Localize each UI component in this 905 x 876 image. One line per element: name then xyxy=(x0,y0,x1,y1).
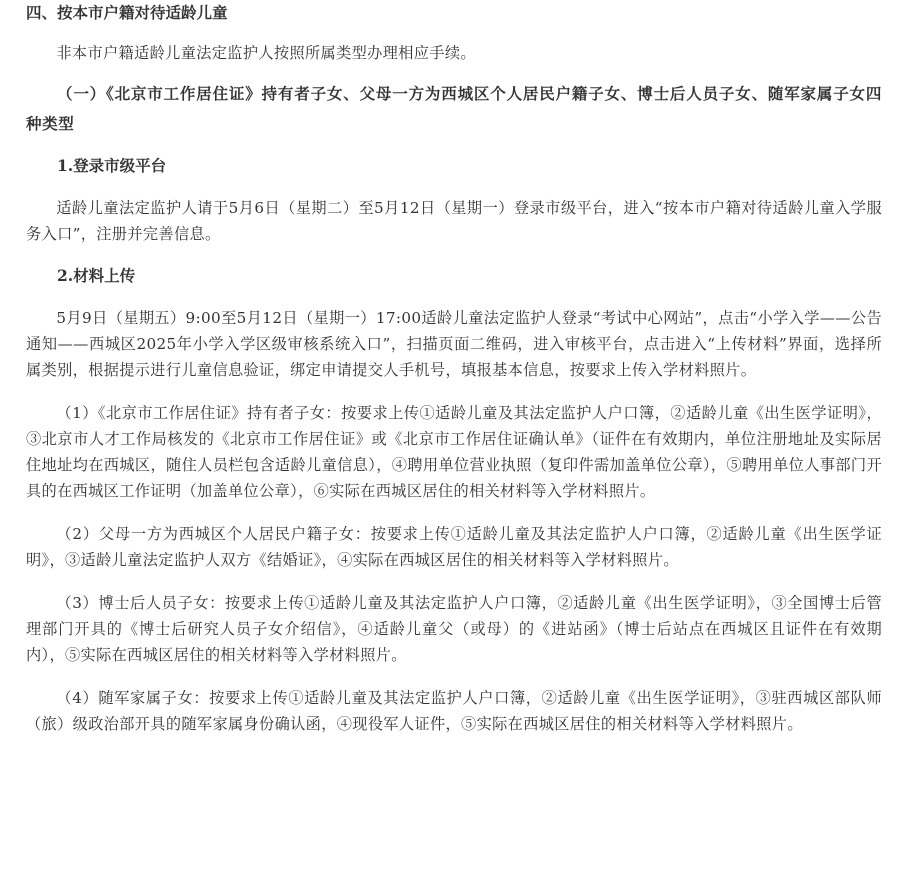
step-1-heading: 1.登录市级平台 xyxy=(57,156,167,175)
section-intro: 非本市户籍适龄儿童法定监护人按照所属类型办理相应手续。 xyxy=(56,44,476,62)
material-item-2: （2）父母一方为西城区个人居民户籍子女：按要求上传①适龄儿童及其法定监护人户口簿，②适龄儿童《出生医学证明》，③适龄儿童法定监护人双方《结婚证》，④实际在西城区居住的相关材料等入学材料照片。 xyxy=(26,525,882,569)
step-2-paragraph: 5月9日（星期五）9:00至5月12日（星期一）17:00适龄儿童法定监护人登录“考试中心网站”，点击“小学入学——公告通知——西城区2025年小学入学区级审核系统入口”，扫描页面二维码，进入审核平台，点击进入“上传材料”界面，选择所属类别，根据提示进行儿童信息验证，绑定申请提交人手机号，填报基本信息，按要求上传入学材料照片。 xyxy=(26,309,882,379)
material-item-4: （4）随军家属子女：按要求上传①适龄儿童及其法定监护人户口簿，②适龄儿童《出生医学证明》，③驻西城区部队师（旅）级政治部开具的随军家属身份确认函，④现役军人证件，⑤实际在西城区居住的相关材料等入学材料照片。 xyxy=(26,689,882,733)
section-heading: 四、按本市户籍对待适龄儿童 xyxy=(26,3,228,22)
step-1-paragraph: 适龄儿童法定监护人请于5月6日（星期二）至5月12日（星期一）登录市级平台，进入“按本市户籍对待适龄儿童入学服务入口”，注册并完善信息。 xyxy=(26,199,882,243)
material-item-3: （3）博士后人员子女：按要求上传①适龄儿童及其法定监护人户口簿，②适龄儿童《出生医学证明》，③全国博士后管理部门开具的《博士后研究人员子女介绍信》，④适龄儿童父（或母）的《进站函》（博士后站点在西城区且证件在有效期内），⑤实际在西城区居住的相关材料等入学材料照片。 xyxy=(26,594,882,664)
document-body xyxy=(26,0,882,737)
material-item-1: （1）《北京市工作居住证》持有者子女：按要求上传①适龄儿童及其法定监护人户口簿，②适龄儿童《出生医学证明》，③北京市人才工作局核发的《北京市工作居住证》或《北京市工作居住证确认单》（证件在有效期内，单位注册地址及实际居住地址均在西城区，随住人员栏包含适龄儿童信息），④聘用单位营业执照（复印件需加盖单位公章），⑤聘用单位人事部门开具的在西城区工作证明（加盖单位公章），⑥实际在西城区居住的相关材料等入学材料照片。 xyxy=(26,404,882,500)
subsection-heading: （一）《北京市工作居住证》持有者子女、父母一方为西城区个人居民户籍子女、博士后人员子女、随军家属子女四种类型 xyxy=(26,84,882,133)
step-2-heading: 2.材料上传 xyxy=(57,266,136,285)
